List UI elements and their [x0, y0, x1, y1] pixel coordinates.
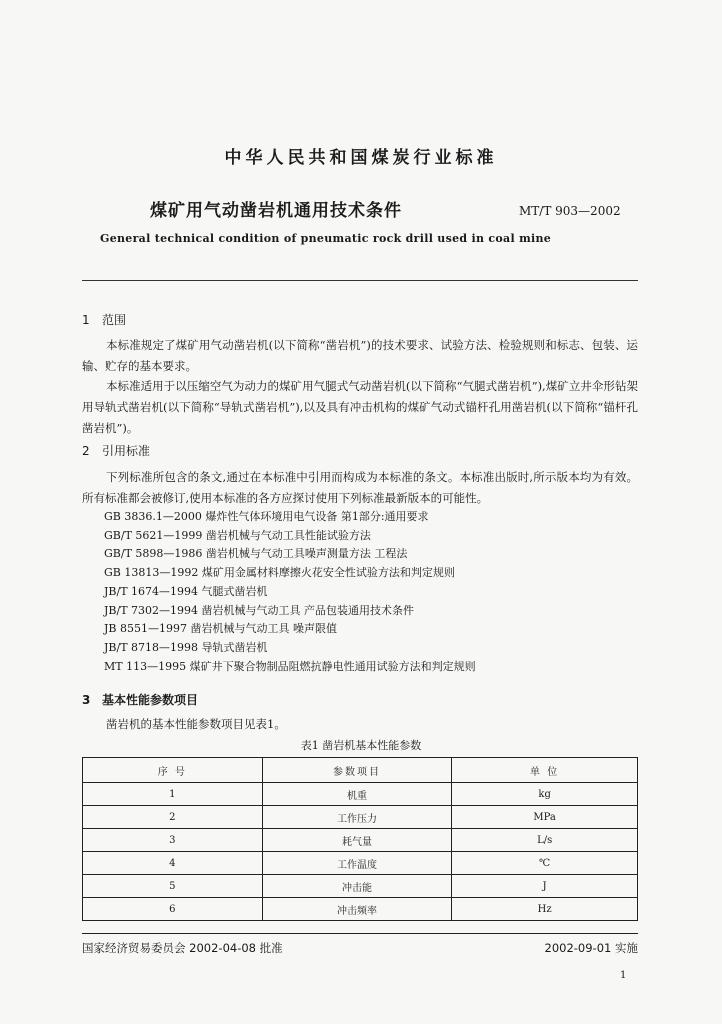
reference-item: GB/T 5621—1999 凿岩机械与气动工具性能试验方法 [104, 528, 371, 542]
approval-text: 国家经济贸易委员会 2002-04-08 批准 [82, 941, 283, 955]
table-cell: ℃ [452, 852, 638, 875]
page-number: 1 [620, 970, 627, 981]
table-cell: 6 [83, 898, 263, 921]
parameter-table [82, 757, 638, 921]
section-number: 3 [82, 693, 91, 707]
column-header: 单 位 [452, 758, 638, 783]
reference-item: JB 8551—1997 凿岩机械与气动工具 噪声限值 [104, 622, 337, 636]
table-cell: 工作温度 [262, 852, 452, 875]
reference-item: JB/T 1674—1994 气腿式凿岩机 [104, 584, 268, 598]
section-1-heading [82, 311, 126, 328]
reference-item: GB/T 5898—1986 凿岩机械与气动工具噪声测量方法 工程法 [104, 547, 408, 561]
section-2-heading [82, 442, 150, 459]
table-cell: 机重 [262, 783, 452, 806]
table-cell: kg [452, 783, 638, 806]
footer-divider [82, 933, 638, 934]
table-row [83, 829, 638, 852]
table-header-row [83, 758, 638, 783]
reference-item: JB/T 8718—1998 导轨式凿岩机 [104, 640, 268, 654]
reference-item: GB 3836.1—2000 爆炸性气体环境用电气设备 第1部分:通用要求 [104, 510, 429, 523]
section-3-heading [82, 691, 198, 708]
table-cell: 4 [83, 852, 263, 875]
section-1-paragraph-2: 本标准适用于以压缩空气为动力的煤矿用气腿式气动凿岩机(以下简称“气腿式凿岩机”),煤矿立井伞形钻架用导轨式凿岩机(以下简称“导轨式凿岩机”),以及具有冲击机构的煤矿气动式锚杆孔用凿岩机(以下简称“锚杆孔凿岩机”)。 [82, 379, 638, 435]
section-title: 范围 [102, 313, 127, 327]
table-row [83, 898, 638, 921]
table-cell: 冲击能 [262, 875, 452, 898]
section-number: 1 [82, 313, 90, 327]
section-3-paragraph: 凿岩机的基本性能参数项目见表1。 [106, 717, 286, 731]
section-1-paragraph-1: 本标准规定了煤矿用气动凿岩机(以下简称“凿岩机”)的技术要求、试验方法、检验规则和标志、包装、运输、贮存的基本要求。 [82, 338, 638, 373]
table-cell: 冲击频率 [262, 898, 452, 921]
table-row [83, 806, 638, 829]
section-title: 引用标准 [102, 444, 151, 458]
table-cell: MPa [452, 806, 638, 829]
reference-item: GB 13813—1992 煤矿用金属材料摩擦火花安全性试验方法和判定规则 [104, 566, 455, 580]
column-header: 序 号 [83, 758, 263, 783]
reference-item: MT 113—1995 煤矿井下聚合物制品阻燃抗静电性通用试验方法和判定规则 [104, 659, 476, 673]
table-cell: 3 [83, 829, 263, 852]
table-cell: 5 [83, 875, 263, 898]
table-cell: 耗气量 [262, 829, 452, 852]
header-divider [82, 280, 638, 281]
table-cell: 1 [83, 783, 263, 806]
reference-list [104, 508, 476, 676]
reference-item: JB/T 7302—1994 凿岩机械与气动工具 产品包装通用技术条件 [104, 603, 415, 617]
table-cell: Hz [452, 898, 638, 921]
english-title: General technical condition of pneumatic rock drill used in coal mine [100, 232, 552, 245]
section-number: 2 [82, 444, 90, 458]
table-row [83, 852, 638, 875]
effective-date: 2002-09-01 实施 [544, 941, 638, 955]
standard-org-title: 中华人民共和国煤炭行业标准 [224, 148, 498, 168]
table-caption: 表1 凿岩机基本性能参数 [300, 739, 422, 752]
table-row [83, 783, 638, 806]
section-title: 基本性能参数项目 [102, 693, 199, 707]
section-2-paragraph: 下列标准所包含的条文,通过在本标准中引用而构成为本标准的条文。本标准出版时,所示版本均为有效。所有标准都会被修订,使用本标准的各方应探讨使用下列标准最新版本的可能性。 [82, 470, 638, 505]
table-row [83, 875, 638, 898]
table-cell: J [452, 875, 638, 898]
table-cell: 2 [83, 806, 263, 829]
table-cell: 工作压力 [262, 806, 452, 829]
standard-code: MT/T 903—2002 [519, 204, 621, 218]
column-header: 参数项目 [262, 758, 452, 783]
document-title: 煤矿用气动凿岩机通用技术条件 [150, 201, 402, 221]
table-cell: L/s [452, 829, 638, 852]
